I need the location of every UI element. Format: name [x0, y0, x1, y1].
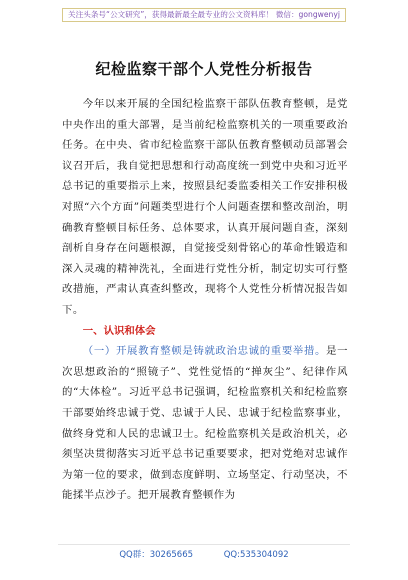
document-body [62, 94, 348, 506]
footer-qq: QQ:535304092 [223, 550, 289, 560]
top-banner: 关注头条号“公文研究”，获得最新最全最专业的公文资料库！ 微信：gongwenyj [62, 8, 346, 22]
subsection-lead-1: （一）开展教育整顿是铸就政治忠诚的重要举措。 [82, 345, 327, 358]
section-heading-1: 一、认识和体会 [82, 324, 156, 337]
subsection-paragraph-1 [62, 341, 348, 506]
footer-divider [58, 544, 350, 545]
subsection-body-1: 是一次思想政治的“照镜子”、党性觉悟的“掸灰尘”、纪律作风的“大体检”。习近平总书记强调，纪检监察机关和纪检监察干部要始终忠诚于党、忠诚于人民、忠诚于纪检监察事业，做终身党和人民的忠诚卫士。纪检监察机关是政治机关，必须坚决贯彻落实习近平总书记重要要求，把对党绝对忠诚作为第一位的要求，做到态度鲜明、立场坚定、行动坚决，不能揉半点沙子。把开展教育整顿作为 [62, 345, 348, 502]
footer [0, 548, 408, 560]
intro-paragraph: 今年以来开展的全国纪检监察干部队伍教育整顿，是党中央作出的重大部署，是当前纪检监察机关的一项重要政治任务。在中央、省市纪检监察干部队伍教育整顿动员部署会议召开后，我自觉把思想和行动高度统一到党中央和习近平总书记的重要指示上来，按照县纪委监委相关工作安排积极对照“六个方面”问题类型进行个人问题查摆和整改剖治，明确教育整顿目标任务、总体要求，认真开展问题自查，深刻剖析自身存在问题根源，自觉接受刻骨铭心的革命性锻造和深入灵魂的精神洗礼，全面进行党性分析，制定切实可行整改措施，严肃认真查纠整改，现将个人党性分析情况报告如下。 [62, 98, 348, 316]
document-title: 纪检监察干部个人党性分析报告 [95, 60, 313, 78]
footer-qq-group: QQ群：30265665 [119, 550, 194, 560]
